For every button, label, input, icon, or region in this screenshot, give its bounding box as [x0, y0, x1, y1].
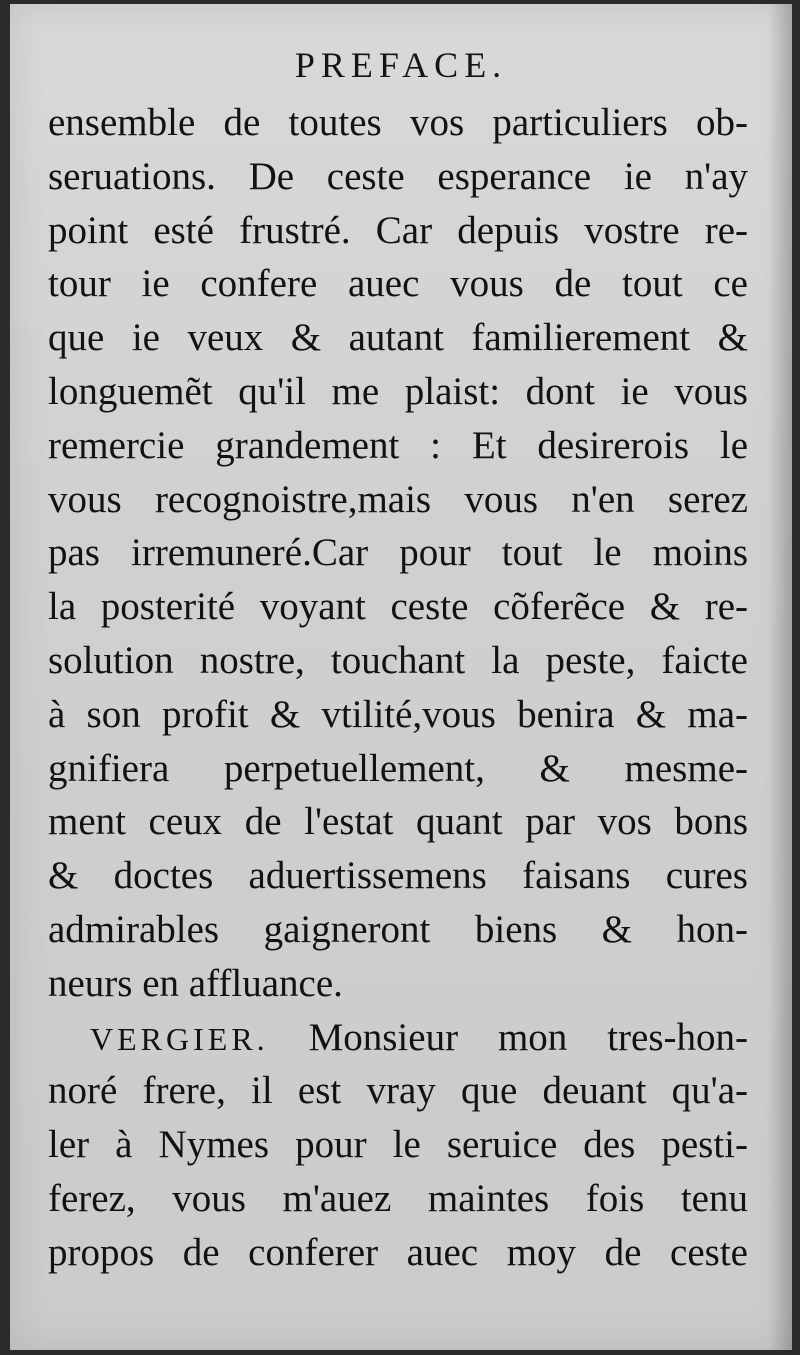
body-text [48, 96, 748, 1280]
text-line: remercie grandement : Et desirerois le [48, 423, 748, 467]
text-line: point esté frustré. Car depuis vostre re- [48, 208, 748, 252]
text-line: noré frere, il est vray que deuant qu'a- [48, 1069, 748, 1113]
text-line: ferez, vous m'auez maintes fois tenu [48, 1176, 748, 1220]
text-line: gnifiera perpetuellement, & mesme- [48, 746, 748, 790]
speaker-text: Monsieur mon tres-hon- [308, 1015, 749, 1059]
text-line: tour ie confere auec vous de tout ce [48, 262, 748, 306]
text-line: ensemble de toutes vos particuliers ob- [48, 101, 748, 144]
text-line: la posterité voyant ceste cõferẽce & re- [48, 585, 748, 629]
gutter-shadow [768, 4, 792, 1350]
text-line: longuemẽt qu'il me plaist: dont ie vous [48, 369, 748, 413]
text-line: vous recognoistre,mais vous n'en serez [48, 477, 748, 521]
book-page [10, 4, 792, 1350]
text-line: à son profit & vtilité,vous benira & ma- [48, 692, 748, 736]
speaker-line [48, 1011, 748, 1065]
text-line: solution nostre, touchant la peste, faicte [48, 638, 748, 682]
text-line: admirables gaigneront biens & hon- [48, 907, 748, 951]
speaker-name: VERGIER. [90, 1020, 269, 1057]
running-header: PREFACE. [294, 45, 508, 85]
text-line: ment ceux de l'estat quant par vos bons [48, 800, 748, 844]
text-line: propos de conferer auec moy de ceste [48, 1230, 748, 1274]
text-line: seruations. De ceste esperance ie n'ay [48, 154, 748, 198]
text-line: ler à Nymes pour le seruice des pesti- [48, 1123, 748, 1167]
text-line: neurs en affluance. [48, 961, 343, 1005]
text-line: pas irremuneré.Car pour tout le moins [48, 531, 748, 575]
text-line: & doctes aduertissemens faisans cures [48, 854, 748, 898]
text-line: que ie veux & autant familierement & [48, 316, 748, 360]
